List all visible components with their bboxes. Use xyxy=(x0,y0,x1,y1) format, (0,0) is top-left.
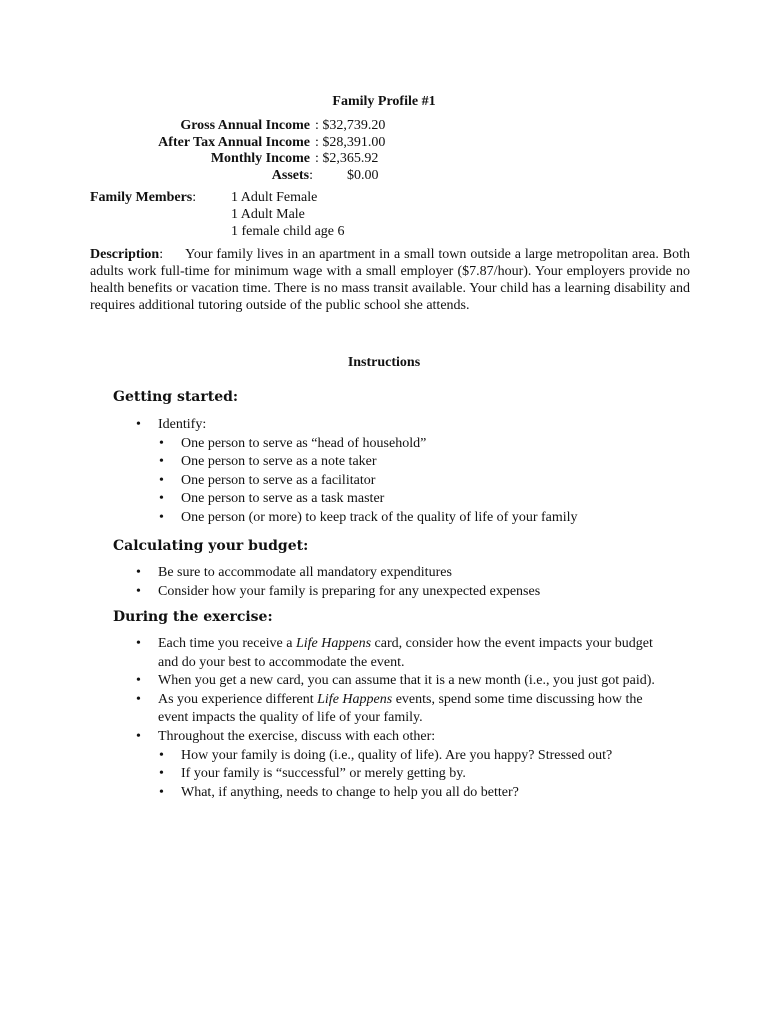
assets-label: Assets xyxy=(271,167,310,183)
monthly-income-label: Monthly Income xyxy=(210,151,310,166)
family-members-label: Family Members xyxy=(90,190,193,205)
after-tax-income-value: : $28,391.00 xyxy=(315,134,386,150)
list-item: • Consider how your family is preparing for any unexpected expenses xyxy=(0,583,658,602)
description-paragraph xyxy=(90,246,690,314)
life-happens-emphasis: Life Happens xyxy=(295,636,372,651)
list-item: • Be sure to accommodate all mandatory expenditures xyxy=(0,564,658,583)
list-item: • When you get a new card, you can assume that it is a new month (i.e., you just got paid). xyxy=(0,672,658,691)
gross-income-label: Gross Annual Income xyxy=(180,118,310,133)
exercise-heading xyxy=(113,609,273,626)
budget-list xyxy=(0,564,658,601)
list-item: • If your family is “successful” or merely getting by. xyxy=(0,765,661,784)
exercise-heading-colon: : xyxy=(267,609,273,625)
family-member: 1 female child age 6 xyxy=(231,224,345,239)
list-item: • What, if anything, needs to change to help you all do better? xyxy=(0,784,661,803)
gross-income-value: : $32,739.20 xyxy=(315,118,386,133)
list-item: • As you experience different Life Happens events, spend some time discussing how the event impacts the quality of life of your family. xyxy=(0,691,658,728)
list-item: • Each time you receive a Life Happens card, consider how the event impacts your budget and do your best to accommodate the event. xyxy=(0,635,658,672)
assets-value: $0.00 xyxy=(347,167,379,183)
budget-heading xyxy=(113,538,308,555)
assets-colon: : xyxy=(309,167,313,183)
family-members-list xyxy=(231,189,345,240)
after-tax-income-label: After Tax Annual Income xyxy=(158,134,310,150)
exercise-heading-text: During the exercise xyxy=(113,609,268,625)
description-colon: : xyxy=(159,247,164,262)
instructions-title: Instructions xyxy=(347,355,421,370)
monthly-income-row xyxy=(0,150,768,167)
assets-row xyxy=(0,167,768,184)
getting-started-list xyxy=(0,416,661,528)
monthly-income-value: : $2,365.92 xyxy=(315,151,379,166)
description-text: Your family lives in an apartment in a small town outside a large metropolitan area. Both adults work full-time for minimum wage with a small employer ($7.87/hour). Your employers provide no health benefits or vacation time. There is no mass transit available. Your child has a learning disability and requires additional tutoring outside of the public school she attends. xyxy=(90,247,690,313)
gross-income-row xyxy=(0,117,768,134)
budget-heading-text: Calculating your budget xyxy=(113,538,304,554)
income-summary xyxy=(0,117,768,183)
page-title: Family Profile #1 xyxy=(332,94,436,109)
exercise-list xyxy=(0,635,661,802)
after-tax-income-row xyxy=(0,134,768,151)
life-happens-emphasis: Life Happens xyxy=(317,691,393,707)
family-member: 1 Adult Female xyxy=(231,190,318,205)
getting-started-heading: Getting started: xyxy=(113,389,239,405)
list-item: • One person (or more) to keep track of the quality of life of your family xyxy=(0,509,661,528)
list-item: • One person to serve as “head of household” xyxy=(0,435,661,454)
list-item: • Throughout the exercise, discuss with each other: xyxy=(0,728,658,747)
family-member: 1 Adult Male xyxy=(231,207,305,222)
budget-heading-colon: : xyxy=(303,538,309,554)
description-label: Description xyxy=(90,247,160,262)
list-item: • How your family is doing (i.e., quality of life). Are you happy? Stressed out? xyxy=(0,747,661,766)
list-item: • One person to serve as a task master xyxy=(0,490,661,509)
family-members-colon: : xyxy=(192,190,197,205)
list-item: • One person to serve as a note taker xyxy=(0,453,661,472)
list-item: • One person to serve as a facilitator xyxy=(0,472,661,491)
list-item: • Identify: xyxy=(0,416,658,435)
